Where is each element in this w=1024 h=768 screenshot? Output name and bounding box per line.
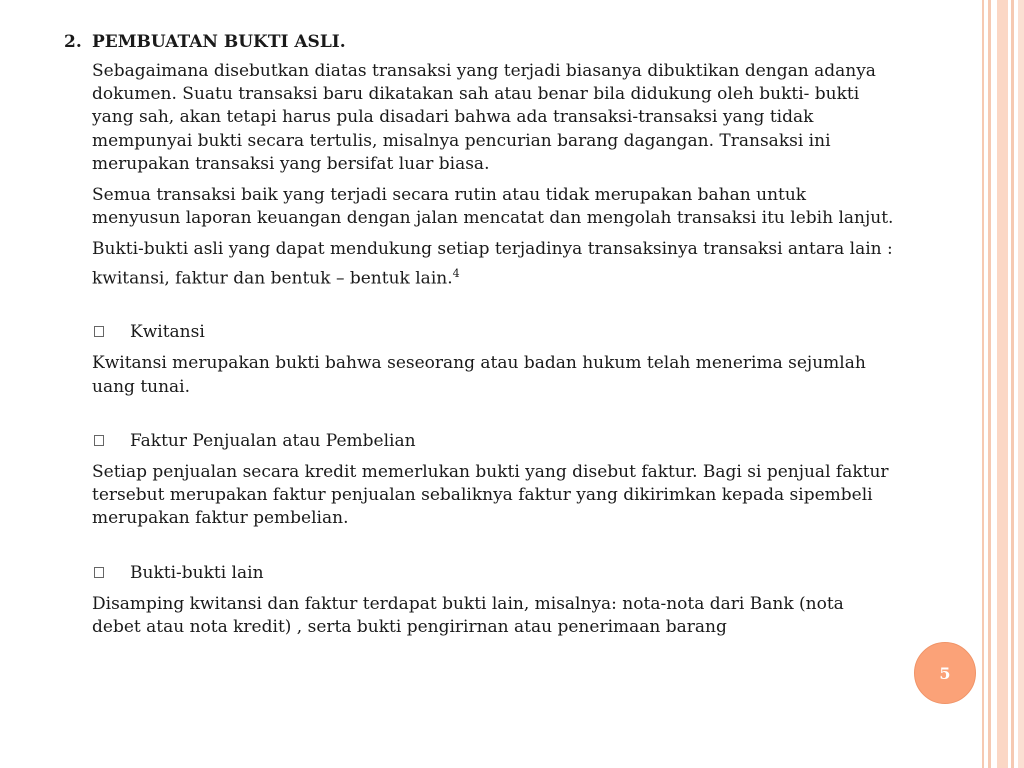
section-body: Setiap penjualan secara kredit memerlukan bukti yang disebut faktur. Bagi si penjual faktur tersebut merupakan faktur penjualan sebaliknya faktur yang dikirimkan kepada sipembeli merupakan faktur pembelian. — [92, 461, 889, 529]
decorative-stripes — [980, 0, 1024, 768]
footnote-marker: 4 — [452, 266, 460, 280]
bullet-box-icon — [94, 567, 104, 578]
spacer — [64, 407, 894, 430]
stripe — [997, 0, 1008, 768]
spacer — [64, 539, 894, 562]
heading-number: 2. — [64, 32, 82, 52]
bullet-box-icon — [94, 435, 104, 446]
section-body: Kwitansi merupakan bukti bahwa seseorang atau badan hukum telah menerima sejumlah uang tunai. — [92, 353, 866, 397]
intro-paragraph: Sebagaimana disebutkan diatas transaksi yang terjadi biasanya dibuktikan dengan adanya dokumen. Suatu transaksi baru dikatakan sah atau benar bila didukung oleh bukti- bukti yang sah, akan tetapi harus pula disadari bahwa ada transaksi-transaksi yang tidak mempunyai bukti secara tertulis, misalnya pencurian barang dagangan. Transaksi ini merupakan transaksi yang bersifat luar biasa. — [92, 61, 876, 174]
stripe — [982, 0, 984, 768]
intro-paragraph-text: Bukti-bukti asli yang dapat mendukung setiap terjadinya transaksinya transaksi antara lain : kwitansi, faktur dan bentuk – bentuk lain. — [92, 239, 893, 289]
heading-title: PEMBUATAN BUKTI ASLI. — [92, 32, 346, 52]
bullet-title: Bukti-bukti lain — [130, 562, 264, 583]
section-body: Disamping kwitansi dan faktur terdapat bukti lain, misalnya: nota-nota dari Bank (nota debet atau nota kredit) , serta bukti pengirirnan atau penerimaan barang — [92, 593, 844, 637]
bullet-item-bukti-lain — [94, 562, 894, 585]
bullet-title: Kwitansi — [130, 322, 205, 343]
page-number-badge — [914, 642, 976, 704]
intro-paragraph — [92, 238, 894, 290]
bullet-item-faktur — [94, 430, 894, 453]
section-heading — [64, 30, 894, 54]
bullet-box-icon — [94, 326, 104, 337]
slide-content — [64, 30, 894, 647]
page-number: 5 — [939, 663, 951, 683]
spacer — [64, 298, 894, 321]
stripe — [988, 0, 991, 768]
bullet-item-kwitansi — [94, 321, 894, 344]
intro-paragraph: Semua transaksi baik yang terjadi secara rutin atau tidak merupakan bahan untuk menyusun laporan keuangan dengan jalan mencatat dan mengolah transaksi itu lebih lanjut. — [92, 185, 894, 229]
stripe — [1018, 0, 1024, 768]
stripe — [1011, 0, 1014, 768]
bullet-title: Faktur Penjualan atau Pembelian — [130, 430, 416, 451]
